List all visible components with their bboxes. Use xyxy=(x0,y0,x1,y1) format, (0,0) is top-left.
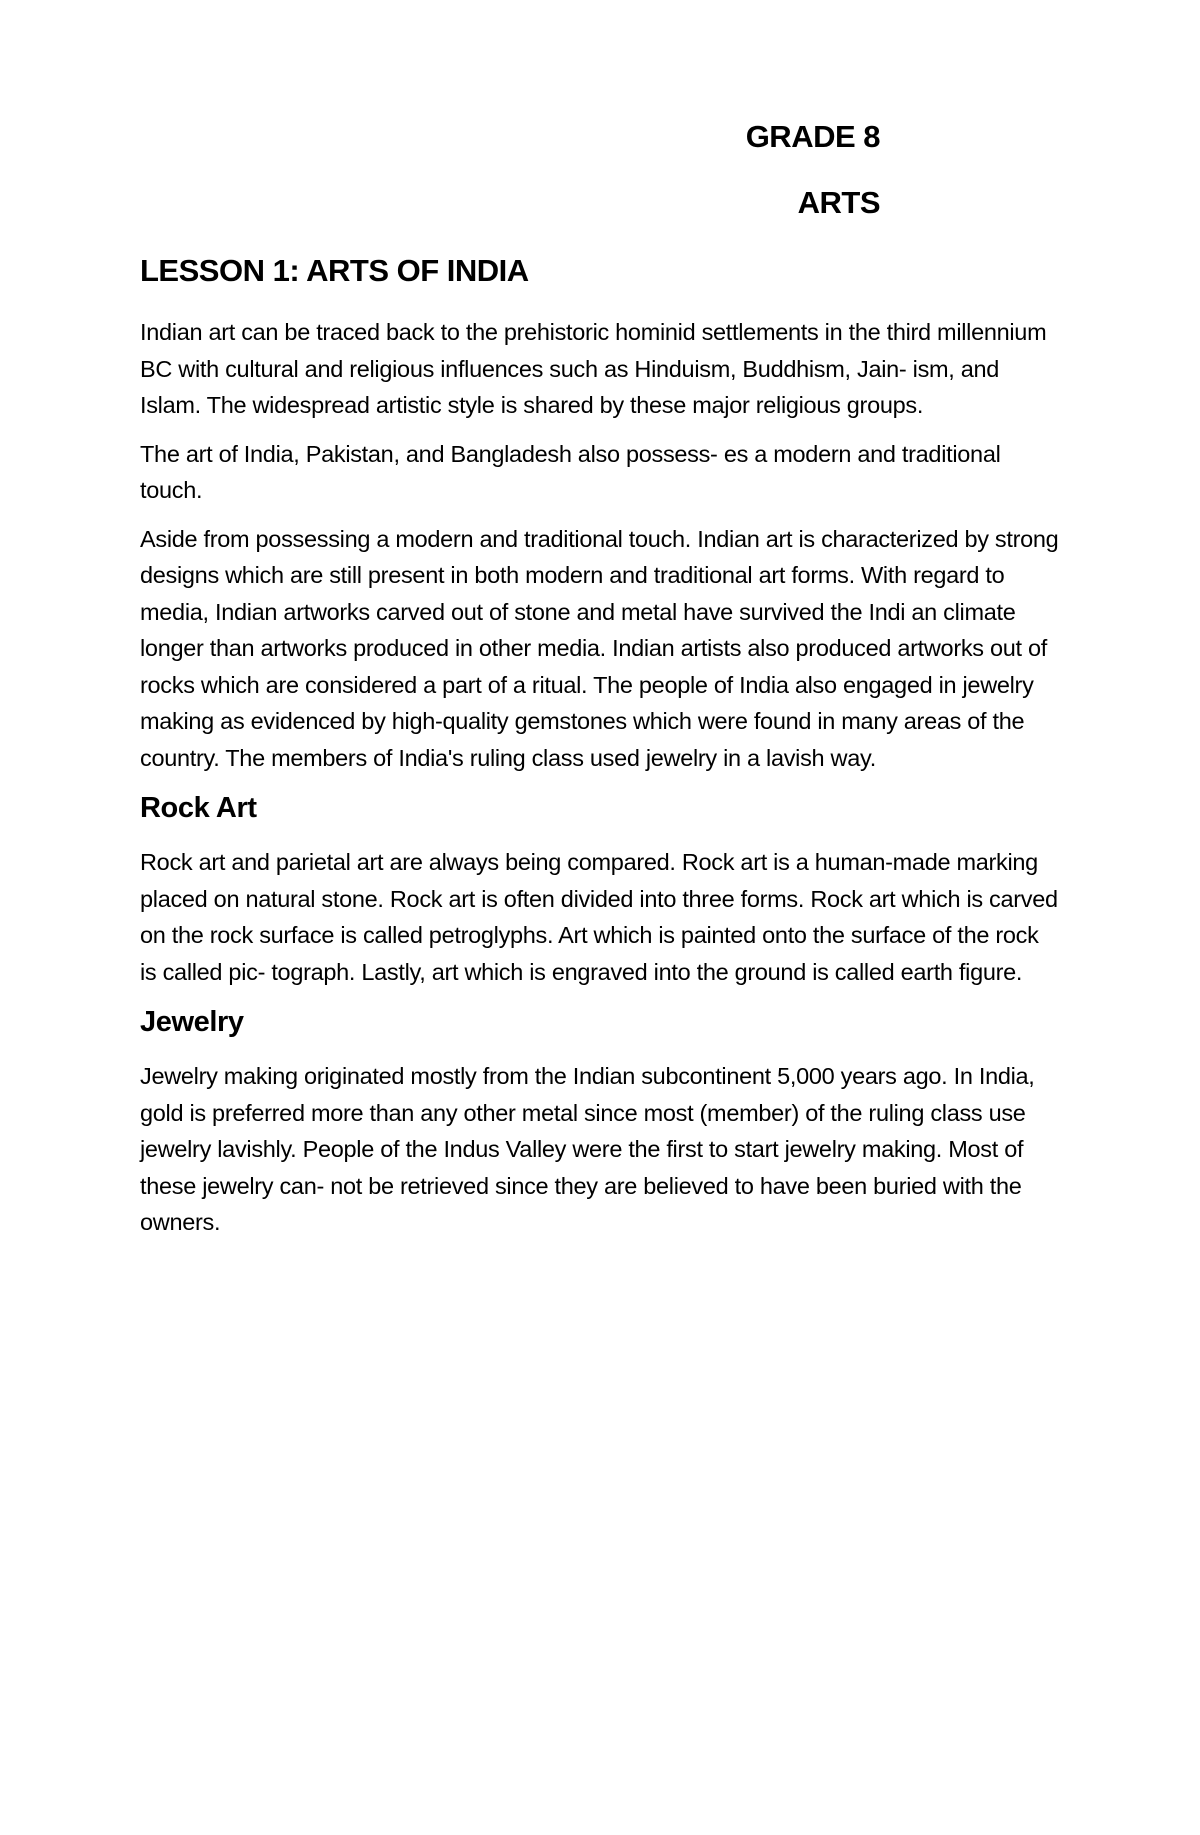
document-page xyxy=(140,118,1060,1253)
rock-art-paragraph: Rock art and parietal art are always being compared. Rock art is a human-made marking placed on natural stone. Rock art is often divided into three forms. Rock art which is carved on the rock surface is called petroglyphs. Art which is painted onto the surface of the rock is called pic- tograph. Lastly, art which is engraved into the ground is called earth figure. xyxy=(140,849,1058,985)
lesson-paragraph-1: Indian art can be traced back to the prehistoric hominid settlements in the third millennium BC with cultural and religious influences such as Hinduism, Buddhism, Jain- ism, and Islam. The widespread artistic style is shared by these major religious groups. xyxy=(140,319,1047,418)
section-heading-jewelry: Jewelry xyxy=(140,1006,244,1038)
subject-title: ARTS xyxy=(797,185,880,220)
lesson-paragraph-2: The art of India, Pakistan, and Bangladesh also possess- es a modern and traditional touch. xyxy=(140,440,1001,503)
section-heading-rock-art: Rock Art xyxy=(140,792,257,824)
lesson-title: LESSON 1: ARTS OF INDIA xyxy=(140,253,529,288)
lesson-paragraph-3: Aside from possessing a modern and traditional touch. Indian art is characterized by strong designs which are still present in both modern and traditional art forms. With regard to media, Indian artworks carved out of stone and metal have survived the Indi an climate longer than artworks produced in other media. Indian artists also produced artworks out of rocks which are considered a part of a ritual. The people of India also engaged in jewelry making as evidenced by high-quality gemstones which were found in many areas of the country. The members of India's ruling class used jewelry in a lavish way. xyxy=(140,525,1059,771)
grade-title: GRADE 8 xyxy=(745,119,880,154)
jewelry-paragraph: Jewelry making originated mostly from the Indian subcontinent 5,000 years ago. In India, gold is preferred more than any other metal since most (member) of the ruling class use jewelry lavishly. People of the Indus Valley were the first to start jewelry making. Most of these jewelry can- not be retrieved since they are believed to have been buried with the owners. xyxy=(140,1063,1035,1235)
